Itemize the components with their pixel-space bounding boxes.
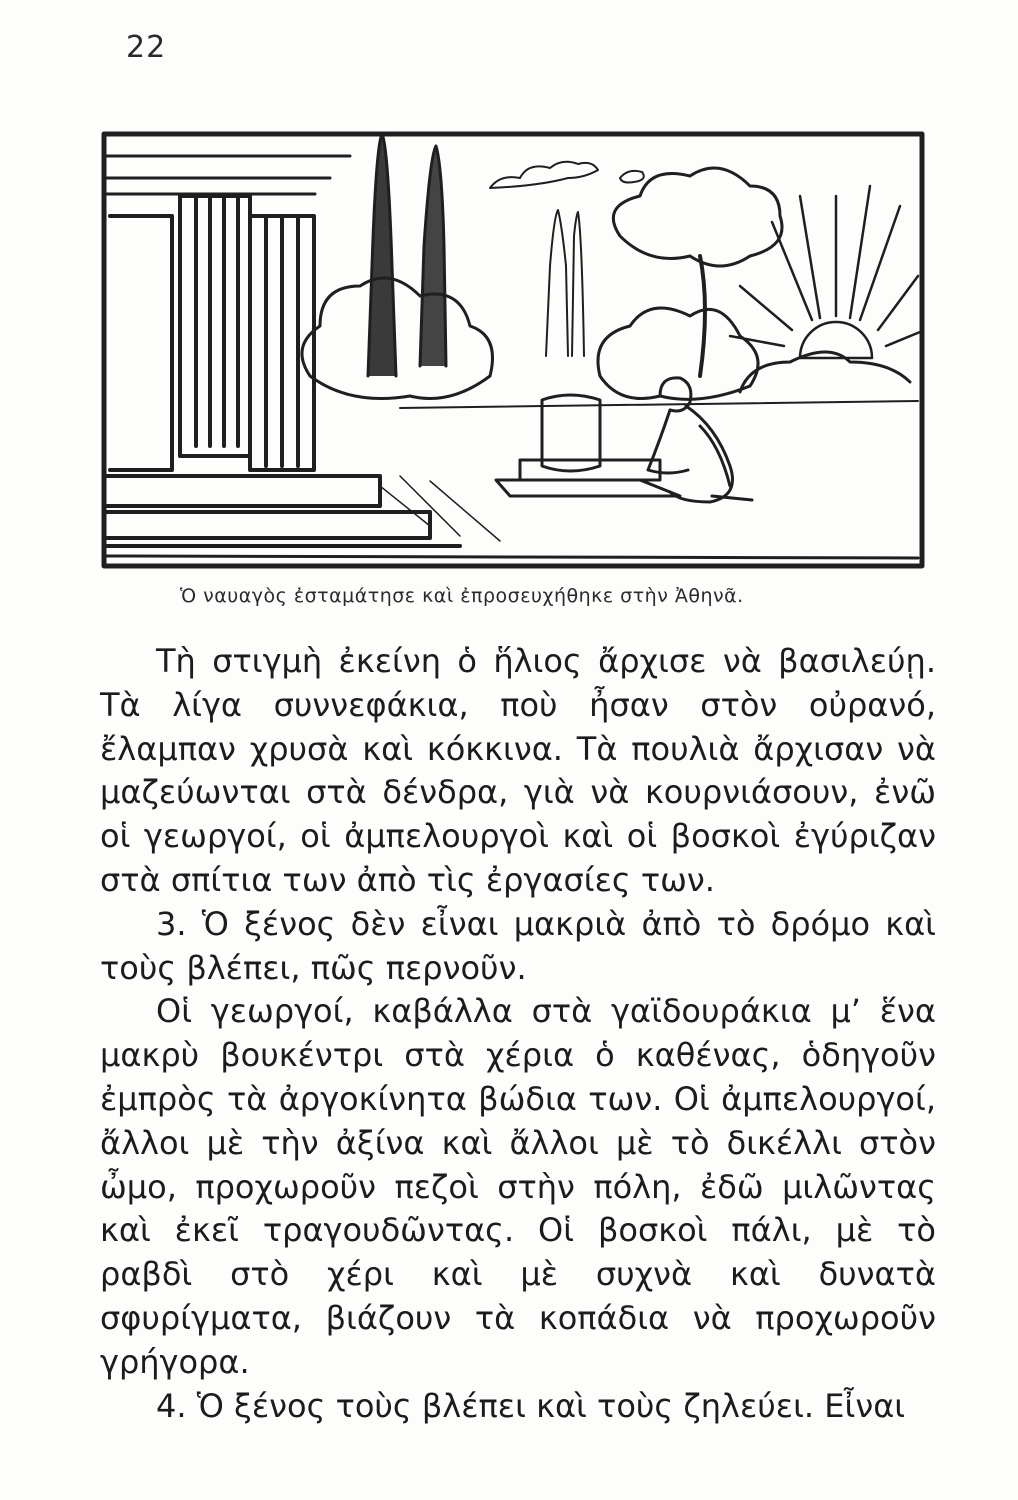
figure-caption: Ὁ ναυαγὸς ἐσταμάτησε καὶ ἐπροσευχήθηκε στὴν Ἀθηνᾶ. bbox=[180, 585, 744, 607]
paragraph: Οἱ γεωργοί, καβάλλα στὰ γαϊδουράκια μ’ ἕνα μακρὺ βουκέντρι στὰ χέρια ὁ καθένας, ὁδηγοῦν ἐμπρὸς τὰ ἀργοκίνητα βώδια των. Οἱ ἀμπελουργοί, ἄλλοι μὲ τὴν ἀξίνα καὶ ἄλλοι μὲ τὸ δικέλλι στὸν ὦμο, προχωροῦν πεζοὶ στὴν πόλη, ἐδῶ μιλῶντας καὶ ἐκεῖ τραγουδῶντας. Οἱ βοσκοὶ πάλι, μὲ τὸ ραβδὶ στὸ χέρι καὶ μὲ συχνὰ καὶ δυνατὰ σφυρίγματα, βιάζουν τὰ κοπάδια νὰ προχωροῦν γρήγορα. bbox=[100, 992, 936, 1381]
paragraph: 3. Ὁ ξένος δὲν εἶναι μακριὰ ἀπὸ τὸ δρόμο καὶ τοὺς βλέπει, πῶς περνοῦν. bbox=[100, 904, 936, 987]
paragraph: 4. Ὁ ξένος τοὺς βλέπει καὶ τοὺς ζηλεύει. Εἶναι bbox=[156, 1386, 906, 1425]
illustration-temple-sunset bbox=[100, 126, 926, 576]
altar-icon bbox=[496, 395, 680, 496]
paragraph: Τὴ στιγμὴ ἐκείνη ὁ ἥλιος ἄρχισε νὰ βασιλεύῃ. Τὰ λίγα συννεφάκια, ποὺ ἦσαν στὸν οὐρανό, ἔλαμπαν χρυσὰ καὶ κόκκινα. Τὰ πουλιὰ ἄρχισαν νὰ μαζεύωνται στὰ δένδρα, γιὰ νὰ κουρνιάσουν, ἐνῶ οἱ γεωργοί, οἱ ἀμπελουργοὶ καὶ οἱ βοσκοὶ ἐγύριζαν στὰ σπίτια των ἀπὸ τὶς ἐργασίες των. bbox=[100, 642, 936, 899]
body-text bbox=[100, 640, 936, 1428]
sun-icon bbox=[730, 186, 920, 358]
temple-columns bbox=[110, 196, 314, 470]
page-number: 22 bbox=[126, 30, 167, 65]
